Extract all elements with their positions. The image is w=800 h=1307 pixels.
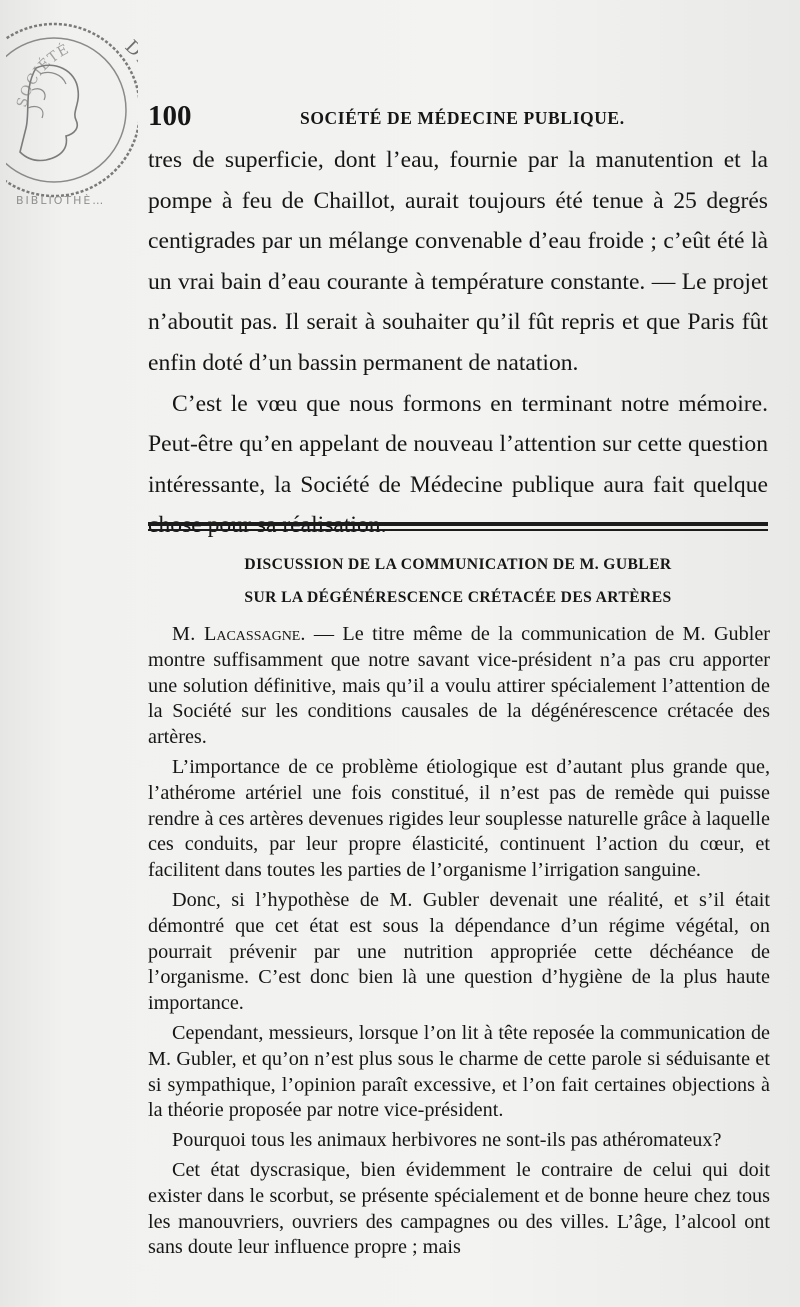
seal-icon [6, 8, 138, 208]
discussion-text [148, 622, 770, 1261]
svg-text:BIBLIOTHÈ…: BIBLIOTHÈ… [16, 194, 106, 207]
divider-thin-line [148, 529, 768, 531]
discussion-paragraph-first [148, 622, 770, 751]
speaker-prefix: M. [172, 623, 196, 645]
section-title-line-2: SUR LA DÉGÉNÉRESCENCE CRÉTACÉE DES ARTÈRES [244, 589, 672, 606]
speaker-name: Lacassagne. [204, 623, 306, 645]
discussion-paragraph: Cependant, messieurs, lorsque l’on lit à tête reposée la communication de M. Gubler, et qu’on n’est plus sous le charme de cette parole si séduisante et si sympathique, l’opinion paraît excessive, et l’on fait certaines objections à la théorie proposée par notre vice-président. [148, 1021, 770, 1122]
discussion-paragraph: Donc, si l’hypothèse de M. Gubler devenait une réalité, et s’il était démontré que cet état est sous la dépendance d’un régime végétal, on pourrait prévenir par une nutrition appropriée cette déchéance de l’organisme. C’est donc bien là une question d’hygiène de la plus haute importance. [148, 888, 770, 1015]
paragraph-continuation: tres de superficie, dont l’eau, fournie par la manutention et la pompe à feu de Chaillot, aurait toujours été tenue à 25 degrés centigrades par un mélange convenable d’eau froide ; c’eût été là un vrai bain d’eau courante à température constante. — Le projet n’aboutit pas. Il serait à souhaiter qu’il fût repris et que Paris fût enfin doté d’un bassin permanent de natation. [148, 147, 768, 376]
discussion-paragraph: Cet état dyscrasique, bien évidemment le contraire de celui qui doit exister dans le scorbut, se présente spécialement et de bonne heure chez tous les manouvriers, ouvriers des campagnes ou des villes. L’âge, l’alcool ont sans doute leur influence propre ; mais [148, 1158, 770, 1259]
discussion-paragraph: Pourquoi tous les animaux herbivores ne sont-ils pas athéromateux? [172, 1129, 722, 1152]
discussion-opening: — Le titre même de la communication de M. Gubler montre suffisamment que notre savant vice-président n’a pas cru apporter une solution définitive, mais qu’il a voulu attirer spécialement l’attention de la Société sur les conditions causales de la dégénérescence crétacée des artères. [148, 623, 771, 749]
divider-thick-line [148, 522, 768, 526]
closing-paragraphs [148, 140, 768, 546]
page-header [148, 100, 768, 134]
discussion-paragraph: L’importance de ce problème étiologique est d’autant plus grande que, l’athérome artériel une fois constitué, il n’est pas de remède qui puisse rendre à ces artères devenues rigides leur souplesse naturelle grâce à laquelle ces conduits, par leur propre élasticité, continuent l’action du cœur, et facilitent dans toutes les parties de l’organisme l’irrigation sanguine. [148, 755, 770, 882]
page-number: 100 [148, 100, 192, 132]
paragraph-conclusion: C’est le vœu que nous formons en terminant notre mémoire. Peut-être qu’en appelant de nouveau l’attention sur cette question intéressante, la Société de Médecine publique aura fait quelque [148, 390, 768, 498]
svg-text:SOCIÉTÉ: SOCIÉTÉ [14, 41, 73, 110]
running-title: SOCIÉTÉ DE MÉDECINE PUBLIQUE. [300, 108, 625, 128]
section-title-line-1: DISCUSSION DE LA COMMUNICATION DE M. GUBLER [244, 556, 672, 573]
section-divider [148, 522, 768, 534]
library-stamp [6, 8, 138, 208]
